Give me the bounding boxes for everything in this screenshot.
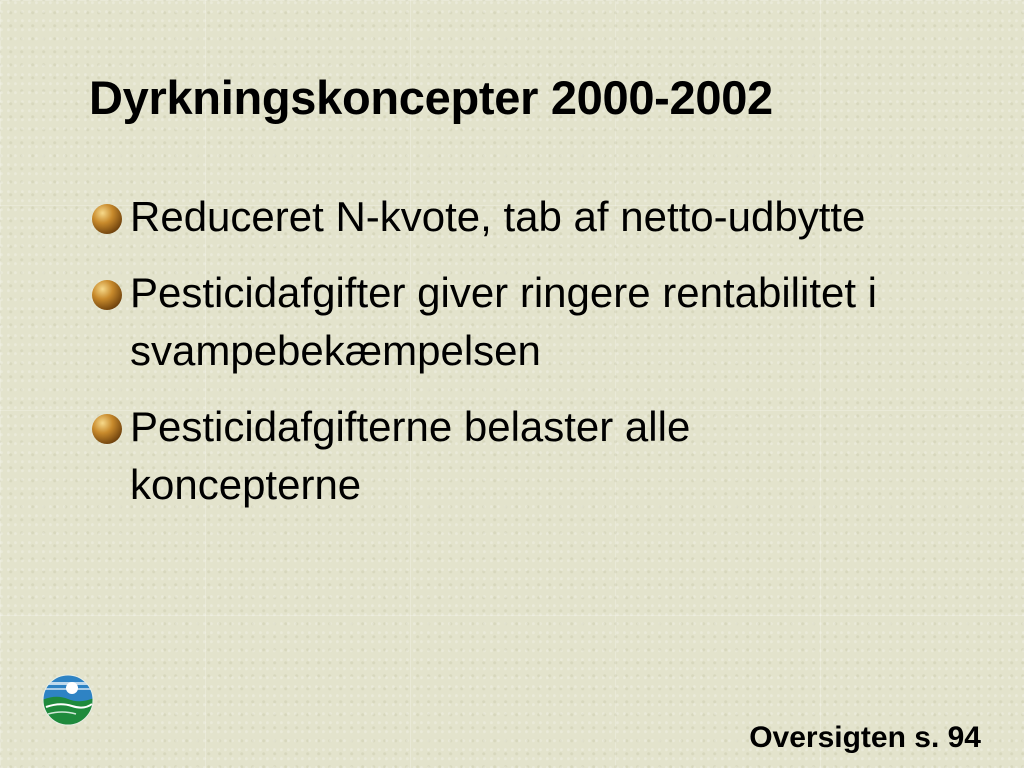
bullet-text: Reduceret N-kvote, tab af netto-udbytte [130, 193, 866, 240]
gold-sphere-icon [90, 278, 124, 312]
bullet-text: Pesticidafgifterne belaster alle koncepterne [130, 403, 691, 508]
landscape-logo-icon [42, 674, 94, 726]
gold-sphere-icon [90, 412, 124, 446]
slide-title: Dyrkningskoncepter 2000-2002 [89, 71, 773, 124]
bullet-item [90, 188, 890, 246]
bullet-item [90, 264, 890, 380]
bullet-item [90, 398, 890, 514]
footer-reference: Oversigten s. 94 [749, 721, 981, 754]
bullet-text: Pesticidafgifter giver ringere rentabilitet i svampebekæmpelsen [130, 269, 878, 374]
gold-sphere-icon [90, 202, 124, 236]
bullet-list [90, 188, 890, 532]
